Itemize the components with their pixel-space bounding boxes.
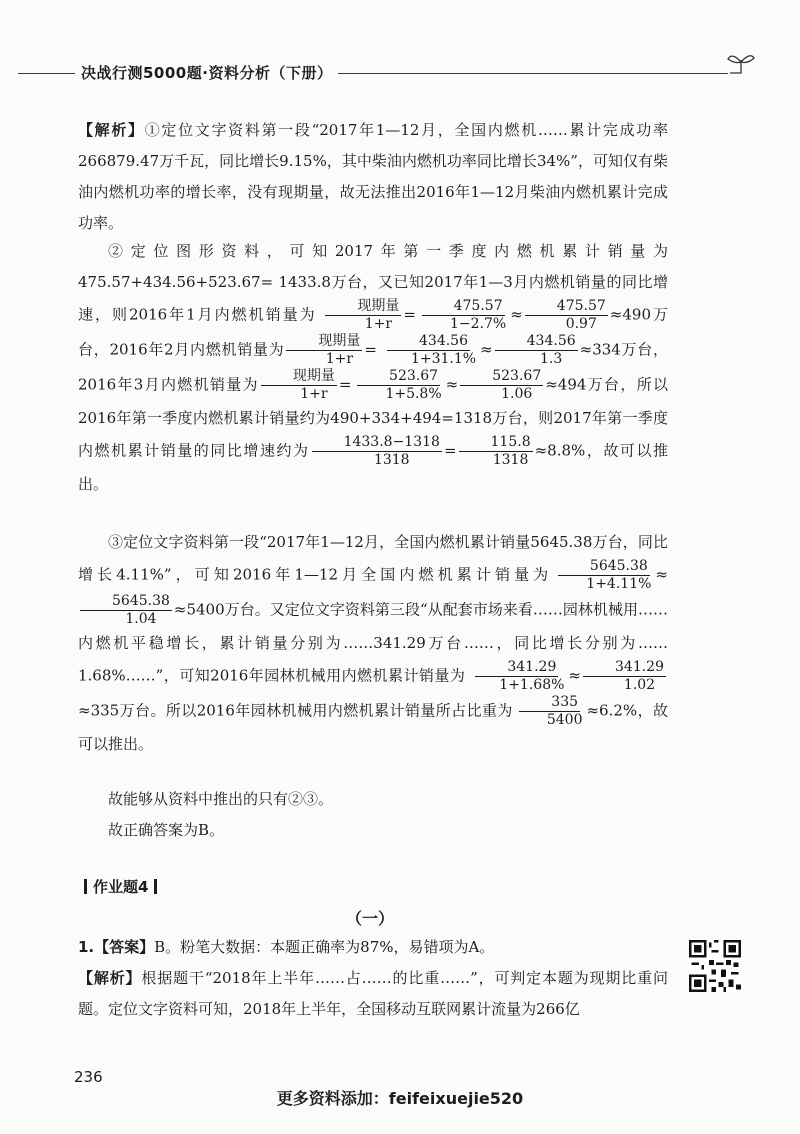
header-rule-right [300, 73, 728, 74]
fraction: $\frac{434.56}{1.3}$ [495, 333, 578, 368]
fraction: $\frac{\text{现期量}}{1+r}$ [286, 333, 362, 368]
final-answer-line: 故正确答案为B。 [108, 821, 225, 839]
fraction: $\frac{341.29}{1.02}$ [583, 659, 666, 694]
fraction: $\frac{5645.38}{1.04}$ [80, 593, 172, 628]
page-number: 236 [74, 1068, 103, 1086]
fraction: $\frac{475.57}{0.97}$ [525, 298, 608, 333]
header-rule-left [18, 73, 78, 74]
fraction: $\frac{523.67}{1+5.8\%}$ [353, 368, 443, 403]
sprout-icon [726, 50, 756, 80]
fraction: $\frac{335}{5400}$ [515, 694, 585, 729]
fraction: $\frac{341.29}{1+1.68\%}$ [467, 659, 566, 694]
fraction: $\frac{\text{现期量}}{1+r}$ [261, 368, 337, 403]
fraction: $\frac{\text{现期量}}{1+r}$ [325, 298, 401, 333]
fraction: $\frac{5645.38}{1+4.11\%}$ [554, 558, 653, 593]
fraction: $\frac{115.8}{1318}$ [459, 434, 533, 469]
section-label: 作业题4 [78, 876, 163, 897]
q1-answer: 1.【答案】B。粉笔大数据：本题正确率为87%，易错项为A。 [78, 938, 495, 956]
fraction: $\frac{434.56}{1+31.1\%}$ [379, 333, 478, 368]
footer-note: 更多资料添加：feifeixuejie520 [276, 1089, 524, 1108]
fraction: $\frac{523.67}{1.06}$ [460, 368, 543, 403]
analysis-para-2: ②定位图形资料，可知2017年第一季度内燃机累计销量为475.57+434.56+523.67= 1433.8万台，又已知2017年1—3月内燃机销量的同比增速，则2016年1月内燃机销量为 $\frac{\text{现期量}}{1+r}$ = $\frac{475.57}{1-2.7\%}$ ≈ $\frac{475.57}{0.97}$ ≈490万台，2016年2月内燃机销量为 $\frac{\text{现期量}}{1+r}$ = $\frac{434.56}{1+31.1\%}$ ≈ $\frac{434.56}{1.3}$ ≈334万台，2016年3月内燃机销量为 $\frac{\text{现期量}}{1+r}$ = $\frac{523.67}{1+5.8\%}$ ≈ $\frac{523.67}{1.06}$ ≈494万台，所以2016年第一季度内燃机累计销量约为490+334+494=1318万台，则2017年第一季度内燃机累计销量的同比增速约为 $\frac{1433.8-1318}{1318}$ = $\frac{115.8}{1318}$ ≈8.8%，故可以推出。 [78, 242, 669, 493]
qr-code-icon[interactable] [689, 940, 741, 992]
q1-analysis: 【解析】根据题干“2018年上半年……占……的比重……”，可判定本题为现期比重问题。定位文字资料可知，2018年上半年，全国移动互联网累计流量为266亿 [78, 969, 668, 1018]
analysis-para-1: 【解析】①定位文字资料第一段“2017年1—12月，全国内燃机……累计完成功率266879.47万千瓦，同比增长9.15%，其中柴油内燃机功率同比增长34%”，可知仅有柴油内燃机功率的增长率，没有现期量，故无法推出2016年1—12月柴油内燃机累计完成功率。 [78, 121, 668, 232]
fraction: $\frac{1433.8-1318}{1318}$ [312, 434, 442, 469]
analysis-para-3: ③定位文字资料第一段“2017年1—12月，全国内燃机累计销量5645.38万台，同比增长4.11%”，可知2016年1—12月全国内燃机累计销量为 $\frac{5645.38}{1+4.11\%}$ ≈ $\frac{5645.38}{1.04}$ ≈5400万台。又定位文字资料第三段“从配套市场来看……园林机械用……内燃机平稳增长，累计销量分别为……341.29万台……，同比增长分别为……1.68%……”，可知2016年园林机械用内燃机累计销量为 $\frac{341.29}{1+1.68\%}$ ≈ $\frac{341.29}{1.02}$ ≈335万台。所以2016年园林机械用内燃机累计销量所占比重为 $\frac{335}{5400}$ ≈6.2%，故可以推出。 [78, 533, 668, 753]
subsection-heading: （一） [345, 909, 394, 928]
running-header: 决战行测5000题·资料分析（下册） [75, 62, 338, 83]
fraction: $\frac{475.57}{1-2.7\%}$ [418, 298, 508, 333]
conclusion-line: 故能够从资料中推出的只有②③。 [108, 790, 334, 808]
